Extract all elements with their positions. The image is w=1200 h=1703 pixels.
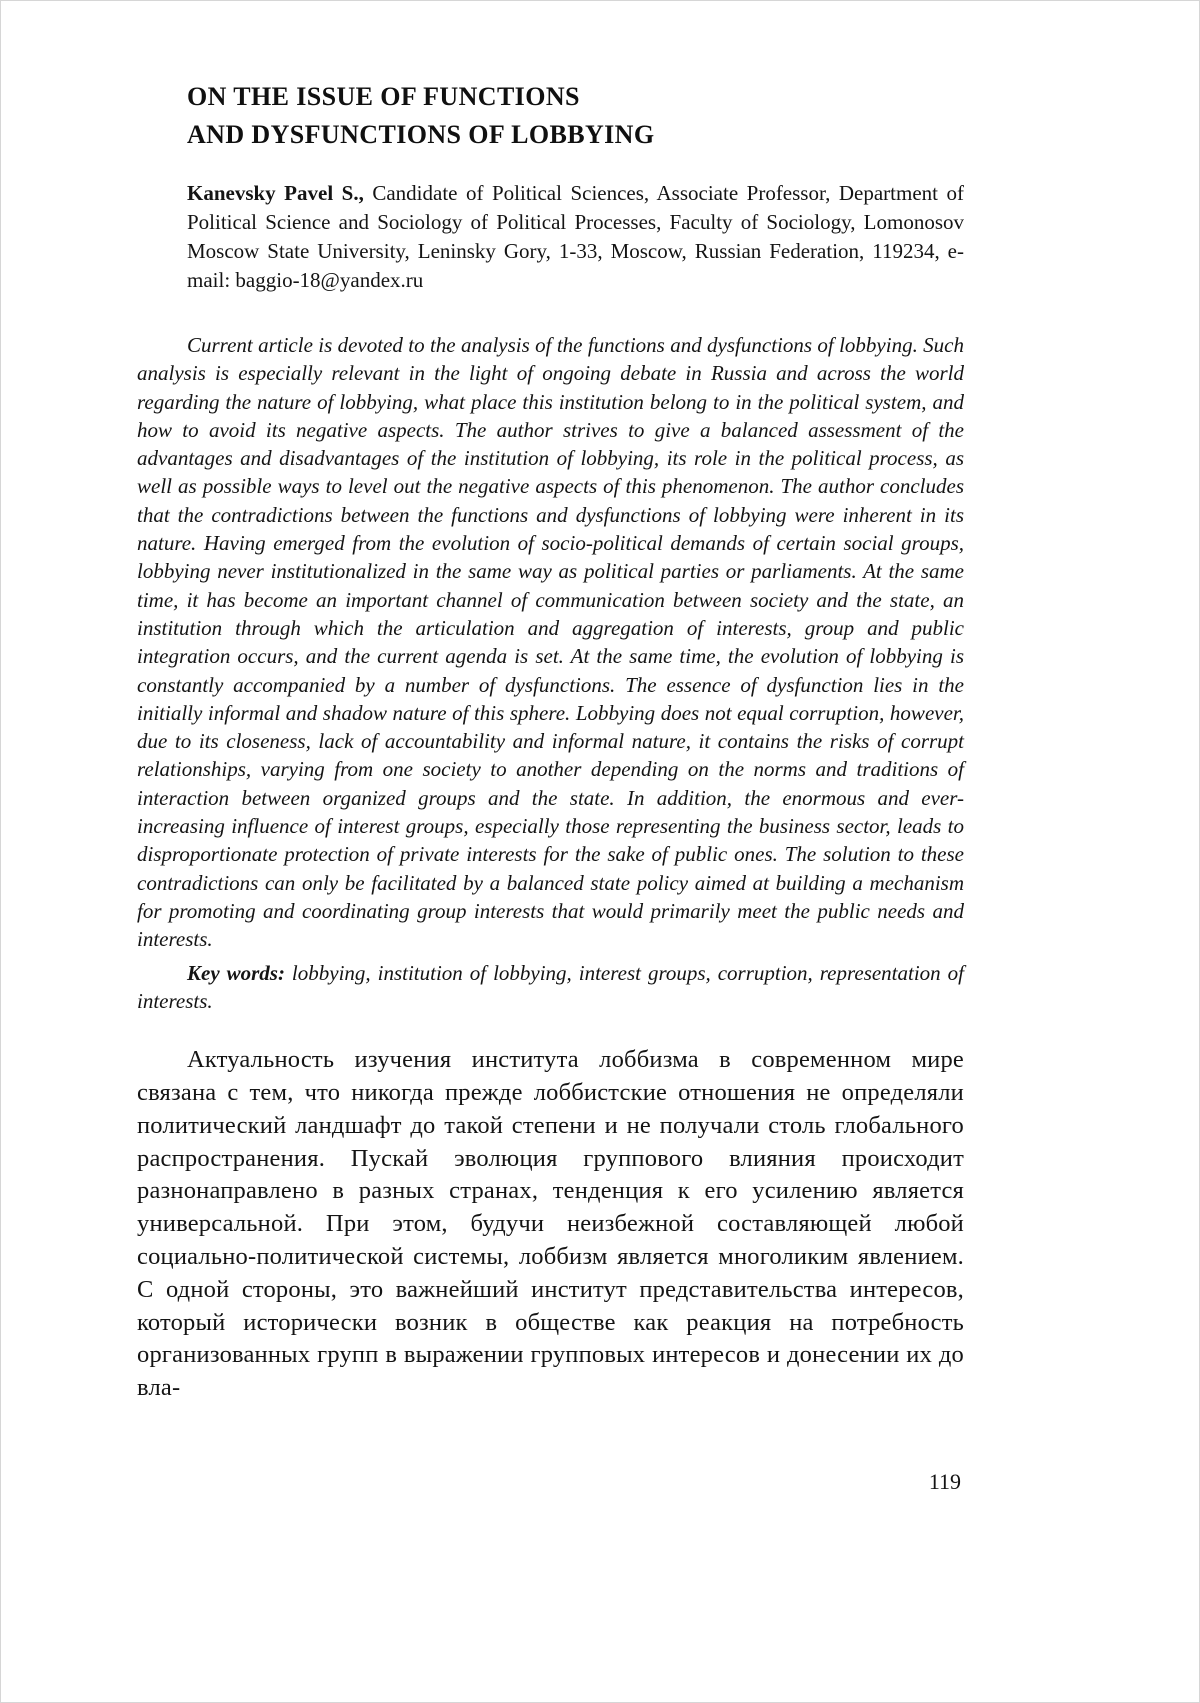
page-number: 119 [928, 1469, 961, 1494]
title-line-2: AND DYSFUNCTIONS OF LOBBYING [187, 120, 655, 149]
author-name: Kanevsky Pavel S., [187, 181, 373, 205]
article [137, 78, 964, 1405]
keywords-label: Key words: [187, 960, 292, 985]
title-line-1: ON THE ISSUE OF FUNCTIONS [187, 82, 580, 111]
keywords-text: lobbying, institution of lobbying, interest groups, corruption, representation of interests. [137, 960, 964, 1013]
abstract-paragraph: Current article is devoted to the analysis of the functions and dysfunctions of lobbying. Such analysis is especially relevant in the light of ongoing debate in Russia and across the world regarding the nature of lobbying, what place this institution belong to in the political system, and how to avoid its negative aspects. The author strives to give a balanced assessment of the advantages and disadvantages of the institution of lobbying, its role in the political process, as well as possible ways to level out the negative aspects of this phenomenon. The author concludes that the contradictions between the functions and dysfunctions of lobbying were inherent in its nature. Having emerged from the evolution of socio-political demands of certain social groups, lobbying never institutionalized in the same way as political parties or parliaments. At the same time, it has become an important channel of communication between society and the state, an institution through which the articulation and aggregation of interests, group and public integration occurs, and the current agenda is set. At the same time, the evolution of lobbying is constantly accompanied by a number of dysfunctions. The essence of dysfunction lies in the initially informal and shadow nature of this sphere. Lobbying does not equal corruption, however, due to its closeness, lack of accountability and informal nature, it contains the risks of corrupt relationships, varying from one society to another depending on the norms and traditions of interaction between organized groups and the state. In addition, the enormous and ever-increasing influence of interest groups, especially those representing the business sector, leads to disproportionate protection of private interests for the sake of public ones. The solution to these contradictions can only be facilitated by a balanced state policy aimed at building a mechanism for promoting and coordinating group interests that would primarily meet the public needs and interests. [137, 333, 964, 952]
body-paragraph-ru: Актуальность изучения института лоббизма в современном мире связана с тем, что никогда прежде лоббистские отношения не определяли политический ландшафт до такой степени и не получали столь глобального распространения. Пускай эволюция группового влияния происходит разнонаправлено в разных странах, тенденция к его усилению является универсальной. При этом, будучи неизбежной составляющей любой социально-политической системы, лоббизм является многоликим явлением. С одной стороны, это важнейший институт представительства интересов, который исторически возник в обществе как реакция на потребность организованных групп в выражении групповых интересов и донесении их до вла- [137, 1046, 964, 1402]
author-block [187, 179, 964, 295]
keywords-block [137, 959, 964, 1016]
article-title [187, 78, 964, 154]
author-details: Candidate of Political Sciences, Associate Professor, Department of Political Science and Sociology of Political Processes, Faculty of Sociology, Lomonosov Moscow State University, Leninsky Gory, 1-33, Moscow, Russian Federation, 119234, e-mail: baggio-18@yandex.ru [187, 181, 964, 292]
